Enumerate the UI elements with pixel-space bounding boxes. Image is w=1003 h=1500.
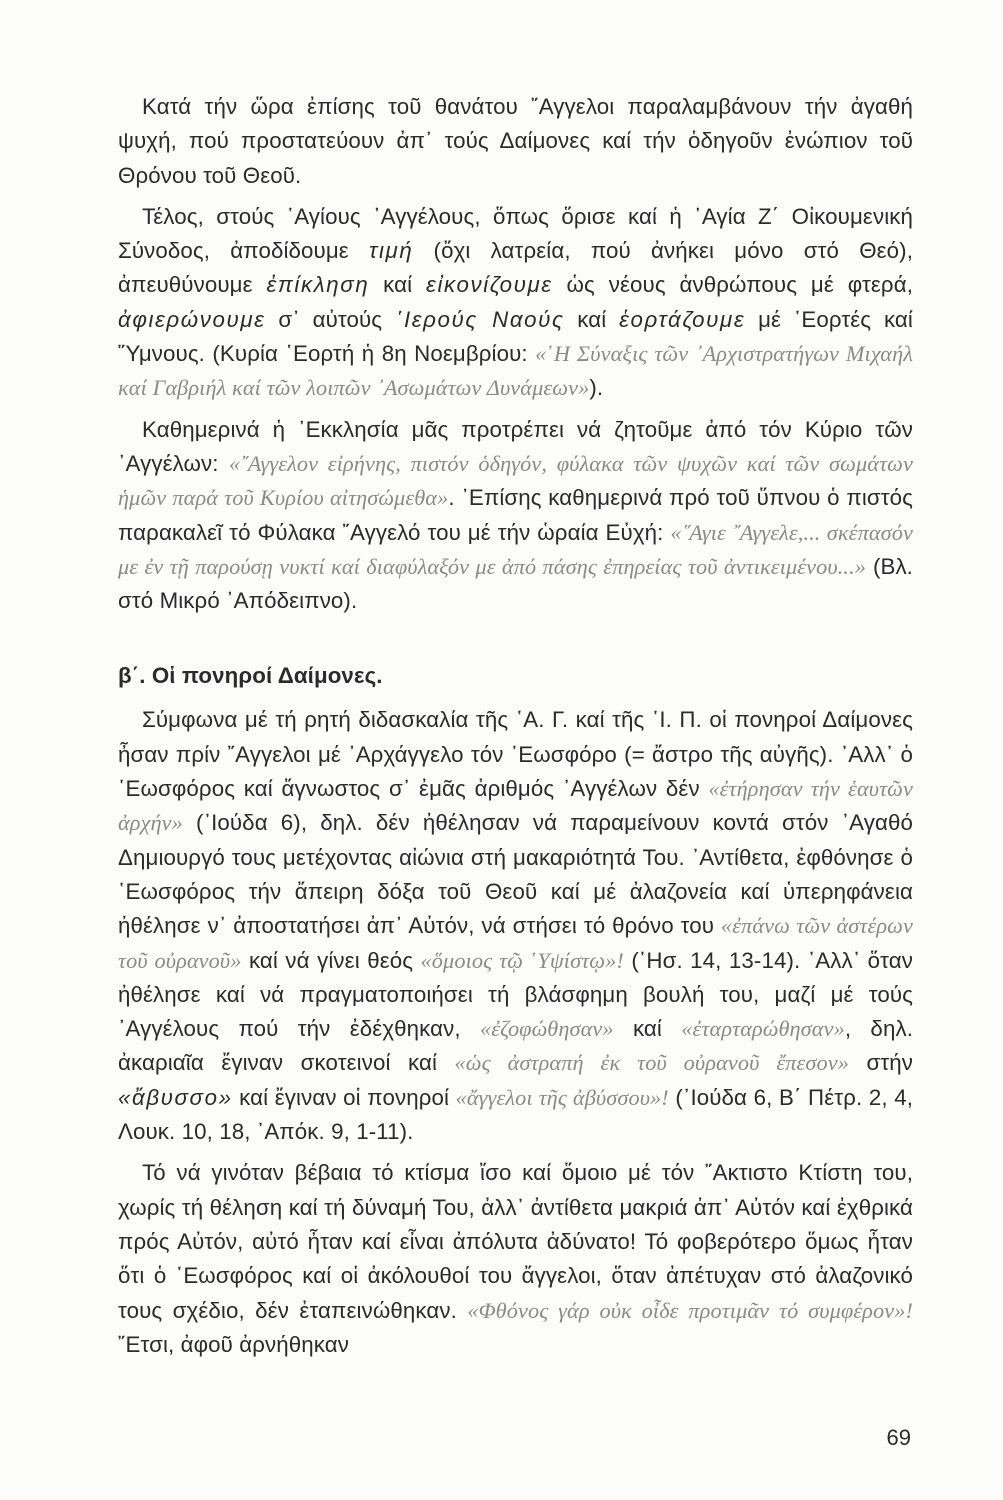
text-run: . ᾽Επίσης καθημερινά πρό τοῦ ὕπνου ὁ πιστός παρακαλεῖ τό Φύλακα ῎Αγγελό του μέ τήν ὡραία Εὐχή: bbox=[118, 485, 913, 545]
quotation: «Φθόνος γάρ οὐκ οἶδε προτιμᾶν τό συμφέρον»! bbox=[467, 1297, 913, 1323]
emphasis: ῾Ιερούς Ναούς bbox=[394, 306, 565, 332]
body-text bbox=[118, 90, 913, 1369]
quotation: «ἐζοφώθησαν» bbox=[479, 1016, 614, 1042]
quotation: «ὡς ἀστραπή ἐκ τοῦ οὐρανοῦ ἔπεσον» bbox=[454, 1050, 849, 1076]
quotation: «῞Αγιε ῎Αγγελε,... σκέπασόν με ἐν τῇ παρούσῃ νυκτί καί διαφύλαξόν με ἀπό πάσης ἐπηρείας τοῦ ἀντικειμένου...» bbox=[118, 519, 913, 579]
text-run: καί bbox=[564, 306, 620, 332]
text-run: ). bbox=[589, 375, 604, 401]
quotation: «ὅμοιος τῷ ῾Υψίστῳ»! bbox=[420, 947, 624, 973]
quotation: «ἐτήρησαν τήν ἑαυτῶν ἀρχήν» bbox=[118, 776, 913, 836]
text-run: (῾Ησ. 14, 13-14). ᾽Αλλ᾽ ὅταν ἠθέλησε καί νά πραγματοποιήσει τή βλάσφημη βουλή του, μαζί μέ τούς ᾽Αγγέλους πού τήν ἐδέχθηκαν, bbox=[118, 947, 914, 1042]
text-run: Σύμφωνα μέ τή ρητή διδασκαλία τῆς ῾Α. Γ. καί τῆς ῾Ι. Π. οἱ πονηροί Δαίμονες ἦσαν πρίν ῎Αγγελοι μέ ᾽Αρχάγγελο τόν ῾Εωσφόρο (= ἄστρο τῆς αὐγῆς). ᾽Αλλ᾽ ὁ ῾Εωσφόρος καί ἄγνωστος σ᾽ ἐμᾶς ἀριθμός ᾽Αγγέλων δέν bbox=[118, 707, 913, 802]
quotation: «ἄγγελοι τῆς ἀβύσσου»! bbox=[455, 1084, 669, 1110]
text-run: Τέλος, στούς ῾Αγίους ᾽Αγγέλους, ὅπως ὅρισε καί ἡ ῾Αγία Ζ΄ Οἰκουμενική Σύνοδος, ἀποδίδουμε bbox=[118, 203, 913, 264]
quotation: «῎Αγγελον εἰρήνης, πιστόν ὁδηγόν, φύλακα τῶν ψυχῶν καί τῶν σωμάτων ἡμῶν παρά τοῦ Κυρίου αἰτησώμεθα» bbox=[118, 450, 913, 511]
text-run: (Βλ. στό Μικρό ᾽Απόδειπνο). bbox=[118, 553, 913, 614]
paragraph bbox=[118, 90, 913, 193]
section-heading: β΄. Οἱ πονηροί Δαίμονες. bbox=[118, 663, 383, 689]
page-number: 69 bbox=[886, 1425, 911, 1450]
text-run: ὡς νέους ἀνθρώπους μέ φτερά, bbox=[552, 272, 913, 298]
emphasis: τιμή bbox=[369, 238, 414, 264]
emphasis: ἑορτάζουμε bbox=[619, 306, 746, 332]
text-run: , δηλ. ἀκαριαῖα ἔγιναν σκοτεινοί καί bbox=[118, 1016, 913, 1076]
quotation: «ἐταρταρώθησαν» bbox=[681, 1016, 845, 1042]
text-run: ῎Ετσι, ἀφοῦ ἀρνήθηκαν bbox=[118, 1331, 349, 1357]
text-run: Τό νά γινόταν βέβαια τό κτίσμα ἴσο καί ὅμοιο μέ τόν ῎Ακτιστο Κτίστη του, χωρίς τή θέληση καί τή δύναμή Του, ἀλλ᾽ ἀντίθετα μακριά ἀπ᾽ Αὐτόν καί ἐχθρικά πρός Αὐτόν, αὐτό ἦταν καί εἶναι ἀπόλυτα ἀδύνατο! Τό φοβερότερο ὅμως ἦταν ὅτι ὁ ῾Εωσφόρος καί οἱ ἀκόλουθοί του ἄγγελοι, ὅταν ἀπέτυχαν στό ἀλαζονικό τους σχέδιο, δέν ἐταπεινώθηκαν. bbox=[118, 1160, 913, 1323]
paragraph bbox=[118, 200, 913, 406]
text-run: καί bbox=[613, 1016, 682, 1042]
text-run: στήν bbox=[848, 1050, 913, 1076]
text-run: καί bbox=[369, 272, 427, 298]
emphasis: «ἄβυσσο» bbox=[118, 1084, 233, 1110]
paragraph bbox=[118, 1156, 913, 1362]
text-run: (᾽Ιούδα 6, Β΄ Πέτρ. 2, 4, Λουκ. 10, 18, ᾽Απόκ. 9, 1-11). bbox=[118, 1084, 913, 1145]
quotation: «῾Η Σύναξις τῶν ᾽Αρχιστρατήγων Μιχαήλ καί Γαβριήλ καί τῶν λοιπῶν ᾽Ασωμάτων Δυνάμεων» bbox=[118, 341, 914, 401]
emphasis: ἀφιερώνουμε bbox=[118, 306, 266, 332]
paragraph bbox=[118, 413, 913, 619]
text-run: Καθημερινά ἡ ᾽Εκκλησία μᾶς προτρέπει νά ζητοῦμε ἀπό τόν Κύριο τῶν ᾽Αγγέλων: bbox=[118, 416, 913, 476]
text-run: καί ἔγιναν οἱ πονηροί bbox=[232, 1084, 456, 1110]
text-run: σ᾽ αὐτούς bbox=[265, 306, 395, 332]
emphasis: εἰκονίζουμε bbox=[426, 272, 553, 298]
text-run: (ὄχι λατρεία, πού ἀνήκει μόνο στό Θεό), ἀπευθύνουμε bbox=[118, 238, 913, 298]
emphasis: ἐπίκληση bbox=[266, 272, 370, 298]
text-run: καί νά γίνει θεός bbox=[241, 947, 421, 973]
text-run: (᾽Ιούδα 6), δηλ. δέν ἠθέλησαν νά παραμείνουν κοντά στόν ᾽Αγαθό Δημιουργό τους μετέχοντας αἰώνια στή μακαριότητά Του. ᾽Αντίθετα, ἐφθόνησε ὁ ῾Εωσφόρος τήν ἄπειρη δόξα τοῦ Θεοῦ καί μέ ἀλαζονεία καί ὑπερηφάνεια ἠθέλησε ν᾽ ἀποστατήσει ἀπ᾽ Αὐτόν, νά στήσει τό θρόνο του bbox=[118, 810, 913, 939]
text-run: Κατά τήν ὥρα ἐπίσης τοῦ θανάτου ῎Αγγελοι παραλαμβάνουν τήν ἀγαθή ψυχή, πού προστατεύουν ἀπ᾽ τούς Δαίμονες καί τήν ὁδηγοῦν ἐνώπιον τοῦ Θρόνου τοῦ Θεοῦ. bbox=[118, 94, 913, 188]
paragraph bbox=[118, 703, 913, 1149]
text-run: μέ ῾Εορτές καί ῞Υμνους. (Κυρία ῾Εορτή ἡ 8η Νοεμβρίου: bbox=[118, 306, 913, 367]
quotation: «ἐπάνω τῶν ἀστέρων τοῦ οὐρανοῦ» bbox=[118, 913, 913, 973]
